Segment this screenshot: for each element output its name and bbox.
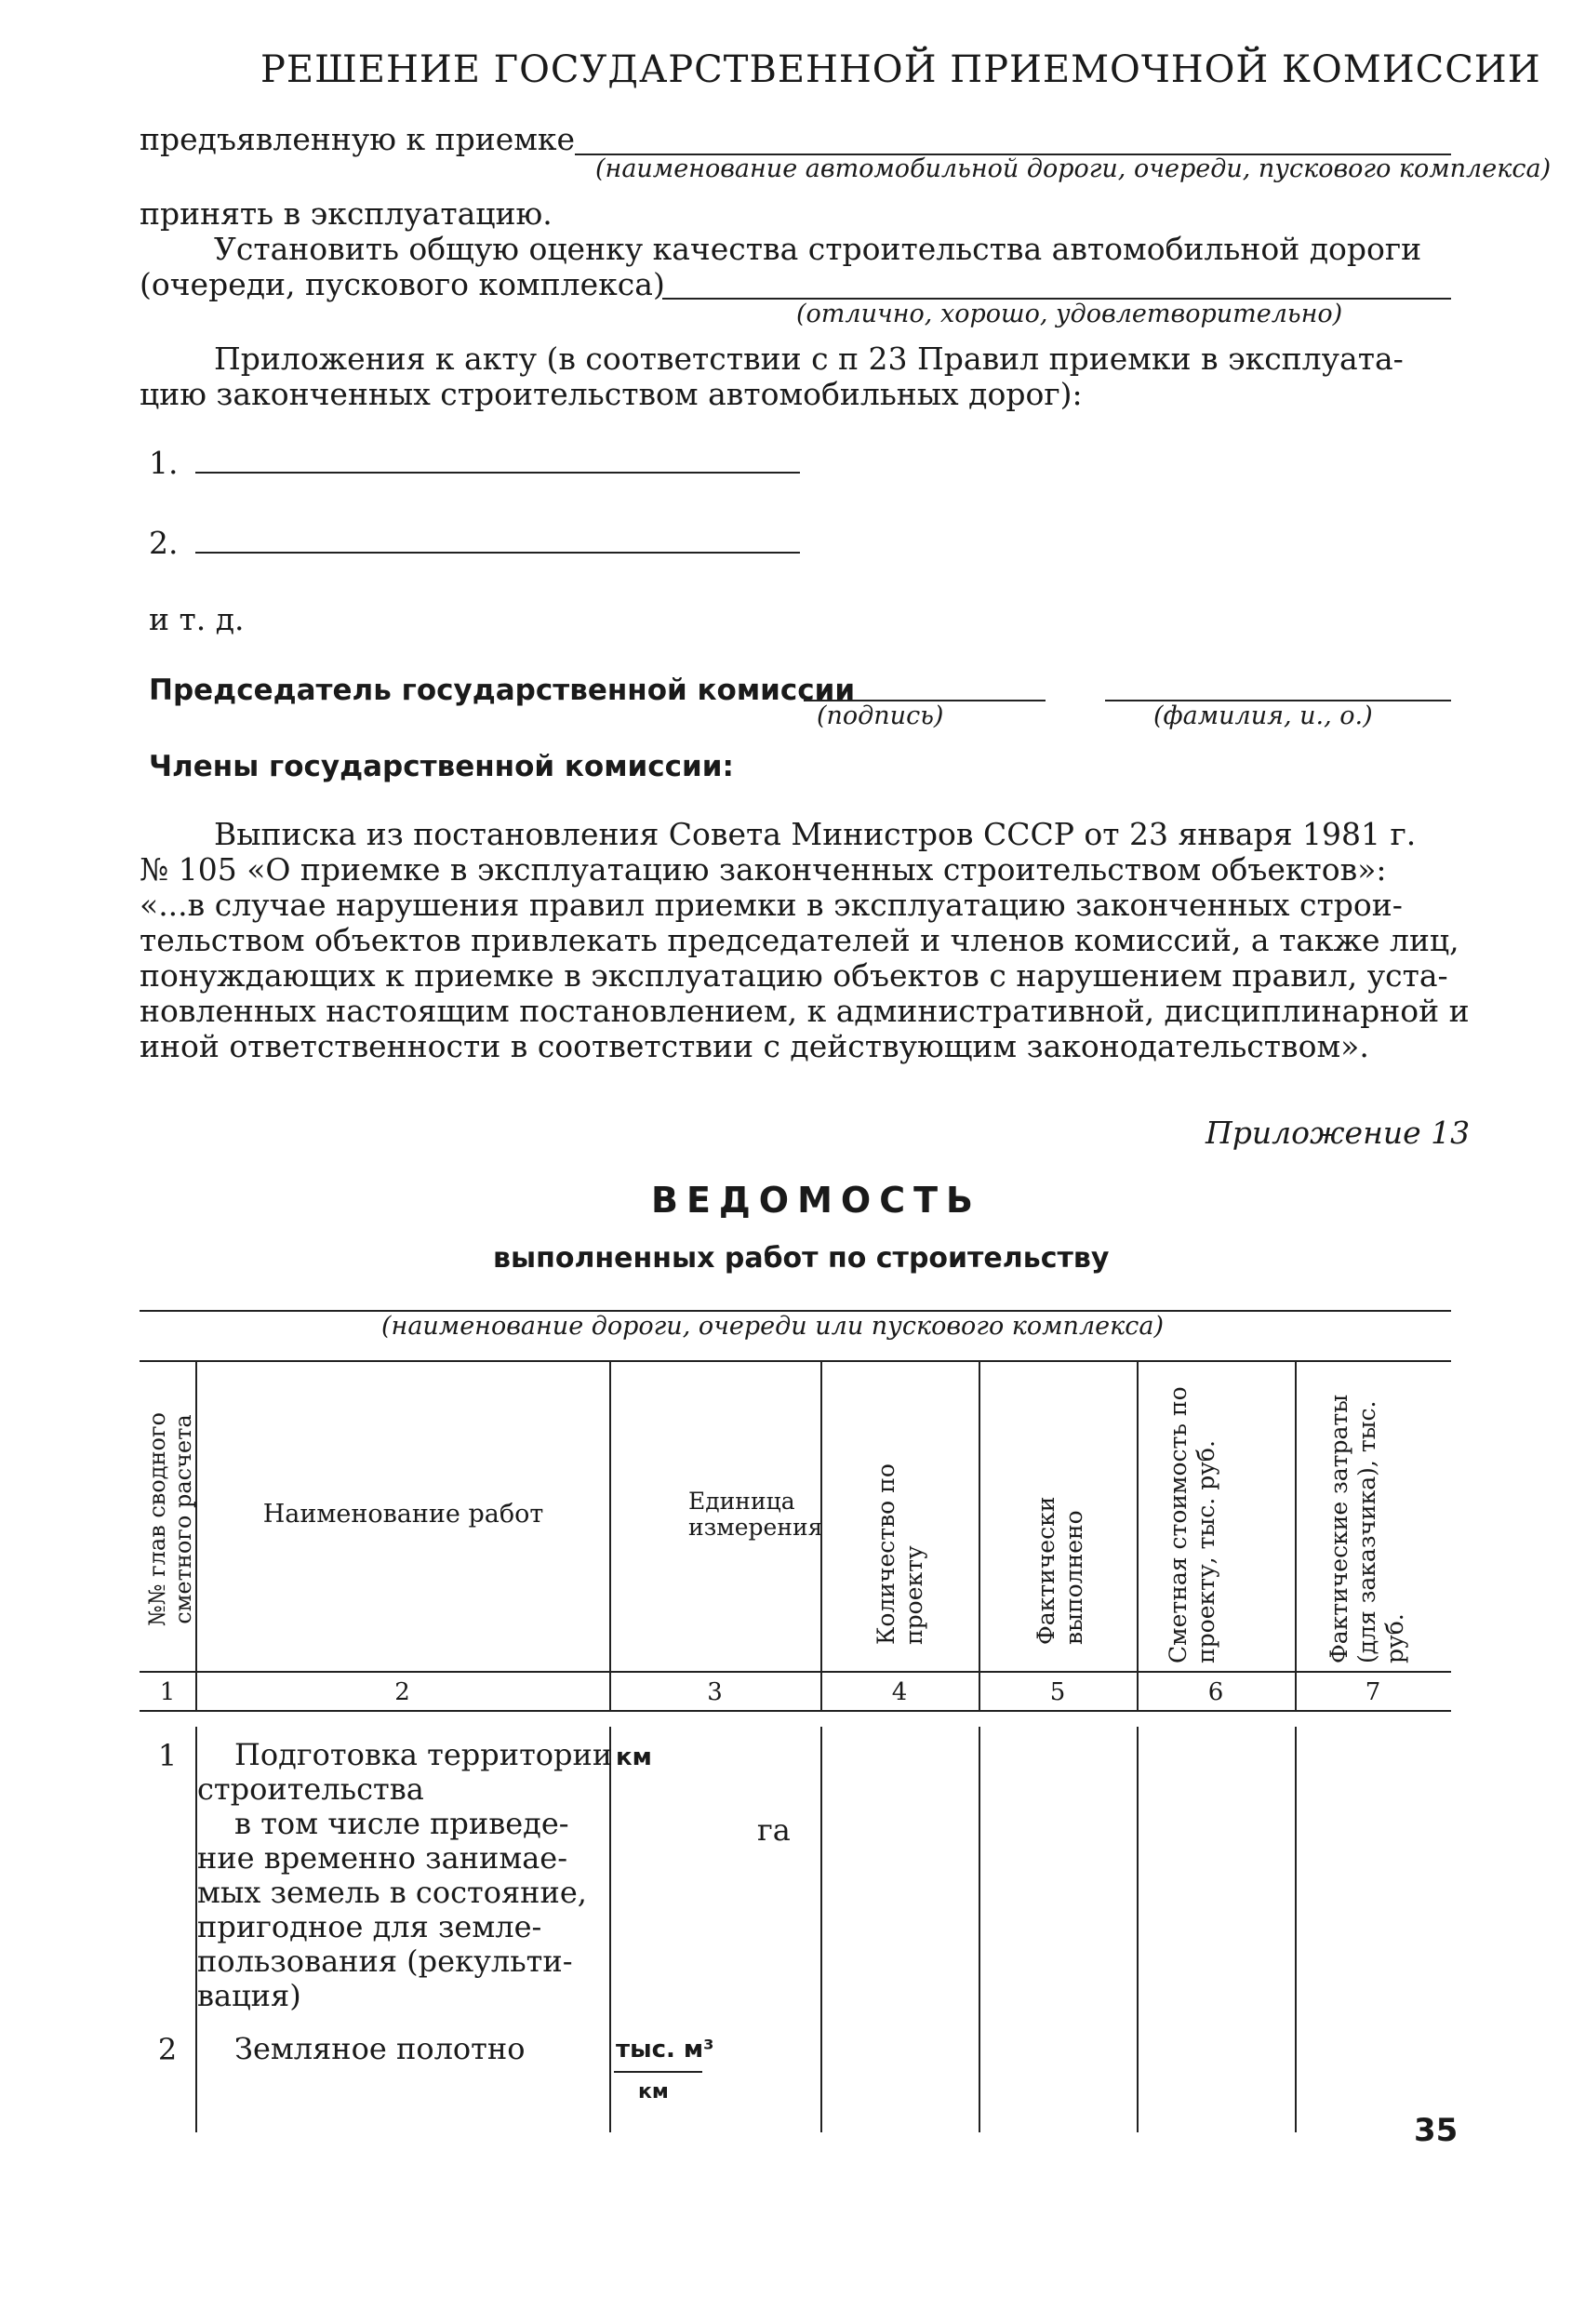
column-divider <box>1137 1360 1139 1710</box>
appendix-line-1: Приложения к акту (в соответствии с п 23 Правил приемки в эксплуата- <box>214 341 1404 377</box>
header-work-name: Наименование работ <box>262 1500 544 1529</box>
column-number: 6 <box>1207 1678 1224 1706</box>
rating-line-2: (очереди, пускового комплекса) <box>140 266 665 302</box>
row-unit: га <box>757 1812 791 1848</box>
row-work-line: Земляное полотно <box>234 2031 526 2066</box>
column-divider <box>1295 1727 1297 2132</box>
rating-caption: (отлично, хорошо, удовлетворительно) <box>796 300 1343 328</box>
row-work-line: пригодное для земле- <box>197 1909 542 1944</box>
signature-caption: (подпись) <box>817 701 944 730</box>
document-subtitle: выполненных работ по строительству <box>493 1242 1110 1275</box>
numbers-bottom-border <box>140 1710 1451 1712</box>
list-item-1-line <box>195 472 800 474</box>
header-unit: Единица измерения <box>688 1488 823 1541</box>
chairman-label: Председатель государственной комиссии <box>149 674 856 707</box>
works-table <box>140 1360 1451 2132</box>
table-top-border <box>140 1360 1451 1362</box>
excerpt-paragraph <box>140 816 1470 1064</box>
page-header: РЕШЕНИЕ ГОСУДАРСТВЕННОЙ ПРИЕМОЧНОЙ КОМИССИИ <box>260 48 1541 91</box>
header-chapter-no: №№ глав сводного сметного расчета <box>144 1412 196 1626</box>
rating-line-1: Установить общую оценку качества строительства автомобильной дороги <box>214 231 1422 267</box>
unit-fraction-bar <box>614 2071 702 2073</box>
row-number: 2 <box>157 2032 178 2067</box>
excerpt-line: № 105 «О приемке в эксплуатацию законченных строительством объектов»: <box>140 851 1387 888</box>
column-number: 3 <box>707 1678 723 1706</box>
column-divider <box>1137 1727 1139 2132</box>
page-number: 35 <box>1414 2112 1459 2149</box>
members-label: Члены государственной комиссии: <box>149 750 734 783</box>
excerpt-line: иной ответственности в соответствии с действующим законодательством». <box>140 1028 1369 1064</box>
accept-text: принять в эксплуатацию. <box>140 195 553 232</box>
road-caption: (наименование дороги, очереди или пускового комплекса) <box>381 1312 1164 1341</box>
column-divider <box>1295 1360 1297 1710</box>
column-number: 2 <box>394 1678 410 1706</box>
row-unit: км <box>616 1743 652 1771</box>
row-number: 1 <box>157 1738 178 1773</box>
name-caption: (фамилия, и., о.) <box>1153 701 1373 730</box>
presented-label: предъявленную к приемке <box>140 121 576 157</box>
header-estimated-cost: Сметная стоимость по проекту, тыс. руб. <box>1165 1386 1219 1663</box>
column-divider <box>979 1727 980 2132</box>
row-work-name <box>197 1737 613 1807</box>
column-divider <box>820 1727 822 2132</box>
excerpt-line: тельством объектов привлекать председателей и членов комиссий, а также лиц, <box>140 922 1459 958</box>
row-unit-numerator: тыс. м³ <box>616 2036 714 2064</box>
row-work-line: в том числе приведе- <box>234 1806 569 1841</box>
header-qty-project: Количество по проекту <box>873 1463 927 1645</box>
header-bottom-border <box>140 1671 1451 1673</box>
list-item-2: 2. <box>149 525 179 561</box>
row-work-name <box>197 2032 606 2066</box>
header-qty-actual: Фактически выполнено <box>1032 1496 1087 1645</box>
row-work-line: вация) <box>197 1978 301 2013</box>
appendix-line-2: цию законченных строительством автомобильных дорог): <box>140 376 1083 412</box>
excerpt-line: «...в случае нарушения правил приемки в эксплуатацию законченных строи- <box>140 887 1403 923</box>
etc-text: и т. д. <box>149 601 245 637</box>
row-work-line: Подготовка территории <box>234 1737 613 1772</box>
column-divider <box>609 1727 611 2132</box>
presented-caption: (наименование автомобильной дороги, очереди, пускового комплекса) <box>595 154 1552 183</box>
row-work-line: строительства <box>197 1771 424 1807</box>
column-divider <box>979 1360 980 1710</box>
document-title: ВЕДОМОСТЬ <box>651 1180 981 1221</box>
appendix-number: Приложение 13 <box>1206 1115 1471 1151</box>
column-number: 4 <box>891 1678 908 1706</box>
row-work-name <box>197 1807 606 2013</box>
column-divider <box>609 1360 611 1710</box>
row-unit-denominator: км <box>638 2080 669 2104</box>
excerpt-line: новленных настоящим постановлением, к административной, дисциплинарной и <box>140 993 1470 1029</box>
column-number: 1 <box>159 1678 176 1706</box>
list-item-2-line <box>195 552 800 554</box>
column-number: 7 <box>1365 1678 1381 1706</box>
row-work-line: мых земель в состояние, <box>197 1875 587 1910</box>
row-work-line: ние временно занимае- <box>197 1840 568 1876</box>
excerpt-line: понуждающих к приемке в эксплуатацию объектов с нарушением правил, уста- <box>140 957 1448 994</box>
header-actual-cost: Фактические затраты (для заказчика), тыс. руб. <box>1326 1394 1408 1663</box>
list-item-1: 1. <box>149 445 179 481</box>
column-number: 5 <box>1049 1678 1066 1706</box>
excerpt-line: Выписка из постановления Совета Министров СССР от 23 января 1981 г. <box>214 816 1417 852</box>
row-work-line: пользования (рекульти- <box>197 1943 573 1979</box>
